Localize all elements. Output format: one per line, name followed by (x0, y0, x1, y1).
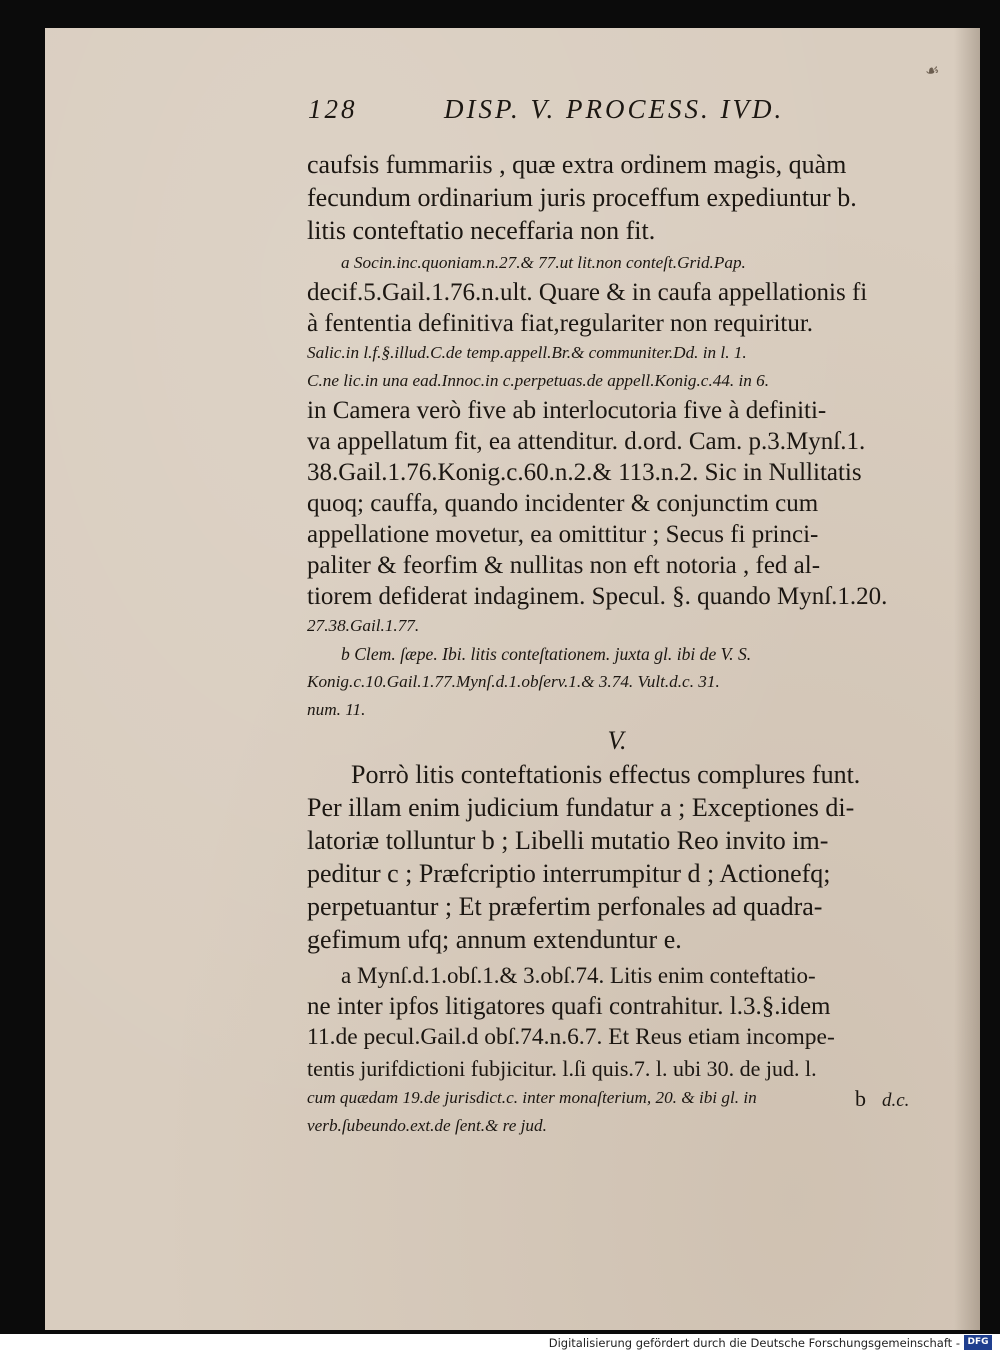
note-line: tiorem defiderat indaginem. Specul. §. quando Mynſ.1.20. (307, 583, 888, 610)
note-line: verb.ſubeundo.ext.de ſent.& re jud. (307, 1116, 547, 1135)
note-line: C.ne lic.in una ead.Innoc.in c.perpetuas.de appell.Konig.c.44. in 6. (307, 371, 770, 390)
page-number: 128 (308, 94, 358, 124)
running-head: DISP. V. PROCESS. IVD. (444, 94, 785, 124)
text-line: peditur c ; Præfcriptio interrumpitur d ; Actionefq; (307, 859, 831, 888)
note-line: a Mynſ.d.1.obſ.1.& 3.obſ.74. Litis enim conteftatio- (341, 963, 816, 988)
footnote-b-first (307, 640, 957, 724)
note-line: appellatione movetur, ea omittitur ; Secus fi princi- (307, 521, 819, 548)
note-line: va appellatum fit, ea attenditur. d.ord. Cam. p.3.Mynſ.1. (307, 428, 866, 455)
text-line: fecundum ordinarium juris proceffum expediuntur b. (307, 183, 857, 212)
note-line: Konig.c.10.Gail.1.77.Mynſ.d.1.obſerv.1.& 3.74. Vult.d.c. 31. (307, 672, 720, 691)
section-v-paragraph (307, 758, 957, 956)
footnote-a-second (307, 960, 957, 1140)
note-line: in Camera verò five ab interlocutoria five à definiti- (307, 397, 827, 424)
catchword-letter: b (855, 1086, 866, 1111)
note-line: b Clem. ſæpe. Ibi. litis conteſtationem. juxta gl. ibi de V. S. (341, 644, 752, 664)
footer-credit: Digitalisierung gefördert durch die Deutsche Forschungsgemeinschaft - (548, 1336, 960, 1350)
dfg-logo-icon: DFG (964, 1335, 992, 1350)
text-line: caufsis fummariis , quæ extra ordinem magis, quàm (307, 150, 847, 179)
note-line: tentis jurifdictioni fubjicitur. l.ſi quis.7. l. ubi 30. de jud. l. (307, 1056, 817, 1081)
note-line: a Socin.inc.quoniam.n.27.& 77.ut lit.non conteſt.Grid.Pap. (341, 253, 746, 272)
note-line: paliter & feorfim & nullitas non eft notoria , fed al- (307, 552, 821, 579)
note-line: decif.5.Gail.1.76.n.ult. Quare & in caufa appellationis fi (307, 279, 868, 306)
catchword (855, 1086, 909, 1112)
note-line: quoq; cauffa, quando incidenter & conjunctim cum (307, 490, 819, 517)
catchword-ref: d.c. (882, 1090, 910, 1111)
text-line: gefimum ufq; annum extenduntur e. (307, 925, 682, 954)
text-line: litis conteftatio neceffaria non fit. (307, 216, 656, 245)
page-header (262, 88, 932, 128)
section-numeral: V. (607, 726, 627, 755)
note-line: 27.38.Gail.1.77. (307, 616, 420, 635)
text-line: perpetuantur ; Et præfertim perfonales ad quadra- (307, 892, 823, 921)
text-line: Per illam enim judicium fundatur a ; Exceptiones di- (307, 793, 855, 822)
text-line: latoriæ tolluntur b ; Libelli mutatio Reo invito im- (307, 826, 829, 855)
corner-mark-icon: ☙ (923, 59, 941, 81)
note-line: à fententia definitiva fiat,regulariter non requiritur. (307, 310, 814, 337)
note-line: 38.Gail.1.76.Konig.c.60.n.2.& 113.n.2. Sic in Nullitatis (307, 459, 862, 486)
note-line: cum quædam 19.de jurisdict.c. inter monaſterium, 20. & ibi gl. in (307, 1088, 757, 1107)
top-paragraph (307, 148, 957, 247)
note-line: Salic.in l.f.§.illud.C.de temp.appell.Br.& communiter.Dd. in l. 1. (307, 343, 747, 362)
body-text (307, 148, 957, 1140)
note-line: ne inter ipfos litigatores quafi contrahitur. l.3.§.idem (307, 993, 831, 1020)
text-line: Porrò litis conteftationis effectus complures funt. (351, 760, 861, 789)
footnote-a-first (307, 249, 957, 640)
note-line: num. 11. (307, 700, 366, 719)
note-line: 11.de pecul.Gail.d obſ.74.n.6.7. Et Reus etiam incompe- (307, 1024, 835, 1050)
book-page (45, 28, 980, 1330)
footer-strip (0, 1334, 1000, 1354)
